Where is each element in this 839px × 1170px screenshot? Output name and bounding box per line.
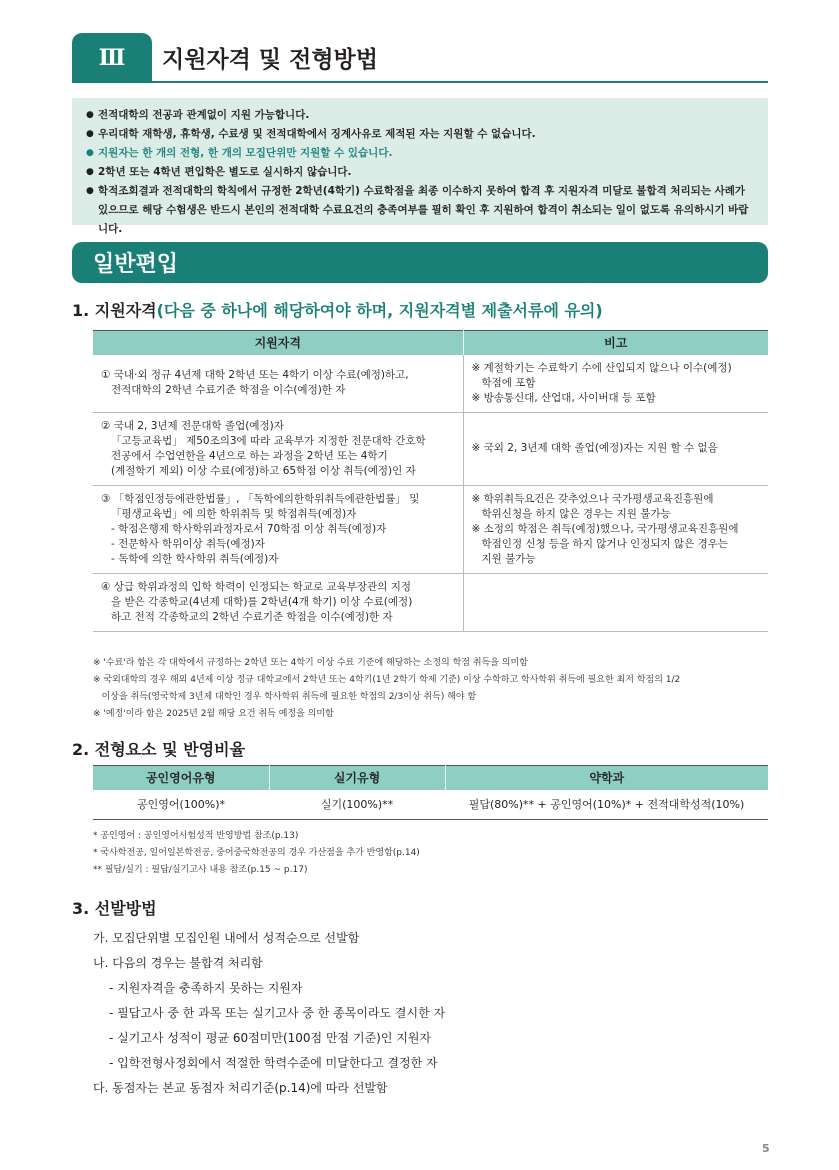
qualification-line: ④ 상급 학위과정의 입학 학력이 인정되는 학교로 교육부장관의 지정	[101, 580, 411, 593]
note-cell	[463, 412, 768, 485]
notice-item: ● 우리대학 재학생, 휴학생, 수료생 및 전적대학에서 징계사유로 제적된 자는 지원할 수 없습니다.	[86, 125, 754, 144]
col-header-practical: 실기유형	[269, 766, 445, 790]
cell-practical: 실기(100%)**	[320, 798, 394, 812]
note-line: ※ 국외 2, 3년제 대학 졸업(예정)자는 지원 할 수 없음	[471, 442, 718, 454]
note-line: ※ '수료'라 함은 각 대학에서 규정하는 2학년 또는 4학기 이상 수료 기준에 해당하는 소정의 학점 취득을 의미함	[93, 658, 528, 668]
notice-item: ● 전적대학의 전공과 관계없이 지원 가능합니다.	[86, 106, 754, 125]
cell-pharmacy: 필답(80%)** + 공인영어(10%)* + 전적대학성적(10%)	[468, 798, 745, 812]
note-line: ※ 소정의 학점은 취득(예정)했으나, 국가평생교육진흥원에	[471, 522, 739, 535]
table-row	[93, 485, 768, 573]
qualification-line: 을 받은 각종학교(4년제 대학)를 2학년(4개 학기) 이상 수료(예정)	[101, 595, 413, 608]
qualification-line: - 전문학사 학위이상 취득(예정)자	[101, 537, 265, 550]
qualification-cell	[93, 485, 463, 573]
section-2-title: 2. 전형요소 및 반영비율	[72, 740, 246, 759]
cell-english: 공인영어(100%)*	[136, 798, 226, 812]
chapter-header	[72, 33, 768, 83]
qualification-line: ② 국내 2, 3년제 전문대학 졸업(예정)자	[101, 419, 284, 432]
note-cell	[463, 573, 768, 631]
selection-item: - 실기고사 성적이 평균 60점미만(100점 만점 기준)인 지원자	[109, 1031, 432, 1045]
note-line: * 국사학전공, 일어일본학전공, 중어중국학전공의 경우 가산점을 추가 반영함(p.14)	[93, 848, 420, 858]
col-header-qual: 지원자격	[93, 331, 463, 355]
qualification-line: ③ 「학점인정등에관한법률」, 「독학에의한학위취득에관한법률」 및	[101, 492, 420, 505]
section-1-paren: (다음 중 하나에 해당하여야 하며, 지원자격별 제출서류에 유의)	[156, 301, 603, 320]
qualification-cell	[93, 412, 463, 485]
qualification-line: - 독학에 의한 학사학위 취득(예정)자	[101, 552, 279, 565]
table-row	[93, 355, 768, 413]
note-cell	[463, 485, 768, 573]
table-row	[93, 573, 768, 631]
note-line: 지원 불가능	[471, 552, 536, 565]
qualification-line: 「고등교육법」 제50조의3에 따라 교육부가 지정한 전문대학 간호학	[101, 434, 426, 447]
note-line: * 공인영어 : 공인영어시험성적 반영방법 참조(p.13)	[93, 831, 299, 841]
note-line: ** 필답/실기 : 필답/실기고사 내용 참조(p.15 ~ p.17)	[93, 865, 308, 875]
selection-item: 다. 동점자는 본교 동점자 처리기준(p.14)에 따라 선발함	[93, 1081, 388, 1095]
qualification-line: (계절학기 제외) 이상 수료(예정)하고 65학점 이상 취득(예정)인 자	[101, 464, 416, 477]
note-line: ※ 국외대학의 경우 해외 4년제 이상 정규 대학교에서 2학년 또는 4학기(1년 2학기 학제 기준) 이상 수학하고 학사학위 취득에 필요한 최저 학점의 1/2	[93, 675, 681, 685]
selection-item: 가. 모집단위별 모집인원 내에서 성적순으로 선발함	[93, 931, 360, 945]
qualification-line: 전공에서 수업연한을 4년으로 하는 과정을 2학년 또는 4학기	[101, 449, 388, 462]
note-line: ※ 방송통신대, 산업대, 사이버대 등 포함	[471, 391, 656, 404]
qualification-line: 전적대학의 2학년 수료기준 학점을 이수(예정)한 자	[101, 384, 346, 396]
chapter-number: Ⅲ	[72, 33, 152, 83]
section-banner: 일반편입	[72, 242, 768, 283]
chapter-title: 지원자격 및 전형방법	[162, 47, 378, 73]
note-line: 이상을 취득(영국학제 3년제 대학인 경우 학사학위 취득에 필요한 학점의 2/3이상 취득) 해야 함	[93, 692, 477, 702]
note-line: ※ '예정'이라 함은 2025년 2월 해당 요건 취득 예정을 의미함	[93, 709, 334, 719]
note-line: ※ 계절학기는 수료학기 수에 산입되지 않으나 이수(예정)	[471, 361, 732, 374]
col-header-note: 비고	[463, 331, 768, 355]
selection-method	[93, 926, 445, 1101]
selection-item: - 지원자격을 충족하지 못하는 지원자	[109, 981, 303, 995]
note-line: ※ 학위취득요건은 갖추었으나 국가평생교육진흥원에	[471, 492, 714, 505]
selection-item: - 입학전형사정회에서 적절한 학력수준에 미달한다고 결정한 자	[109, 1056, 438, 1070]
qualification-line: - 학점은행제 학사학위과정자로서 70학점 이상 취득(예정)자	[101, 522, 387, 535]
col-header-pharmacy: 약학과	[445, 766, 768, 790]
header-divider	[72, 81, 768, 83]
notice-box	[72, 98, 768, 235]
qualification-cell	[93, 573, 463, 631]
note-cell	[463, 355, 768, 413]
note-line: 학점인정 신청 등을 하지 않거나 인정되지 않은 경우는	[471, 537, 729, 550]
ratio-table	[93, 765, 768, 820]
qualification-line: 하고 전적 각종학교의 2학년 수료기준 학점을 이수(예정)한 자	[101, 610, 393, 623]
notice-item: ● 학적조회결과 전적대학의 학칙에서 규정한 2학년(4학기) 수료학점을 최종 이수하지 못하여 합격 후 지원자격 미달로 불합격 처리되는 사례가 있으므로 해당 수험생은 반드시 본인의 전적대학 수료요건의 충족여부를 필히 확인 후 지원하여 합격이 취소되는 일이 없도록 유의하시기 바랍니다.	[86, 182, 754, 239]
page-number: 5	[762, 1142, 770, 1155]
section-1-label: 1. 지원자격	[72, 301, 157, 320]
ratio-notes	[93, 828, 420, 879]
qualification-notes	[93, 655, 680, 723]
qualification-cell	[93, 355, 463, 413]
selection-item: - 필답고사 중 한 과목 또는 실기고사 중 한 종목이라도 결시한 자	[109, 1006, 446, 1020]
section-3-title: 3. 선발방법	[72, 899, 157, 918]
selection-item: 나. 다음의 경우는 불합격 처리함	[93, 956, 263, 970]
note-line: 학위신청을 하지 않은 경우는 지원 불가능	[471, 507, 671, 520]
notice-item: ● 2학년 또는 4학년 편입학은 별도로 실시하지 않습니다.	[86, 163, 754, 182]
col-header-english: 공인영어유형	[93, 766, 269, 790]
qualification-line: ① 국내·외 정규 4년제 대학 2학년 또는 4학기 이상 수료(예정)하고,	[101, 369, 409, 381]
section-1-title	[72, 298, 603, 321]
qualification-line: 「평생교육법」에 의한 학위취득 및 학점취득(예정)자	[101, 507, 357, 520]
note-line: 학점에 포함	[471, 376, 536, 389]
table-row	[93, 412, 768, 485]
qualification-table	[93, 330, 768, 632]
notice-item: ● 지원자는 한 개의 전형, 한 개의 모집단위만 지원할 수 있습니다.	[86, 144, 754, 163]
